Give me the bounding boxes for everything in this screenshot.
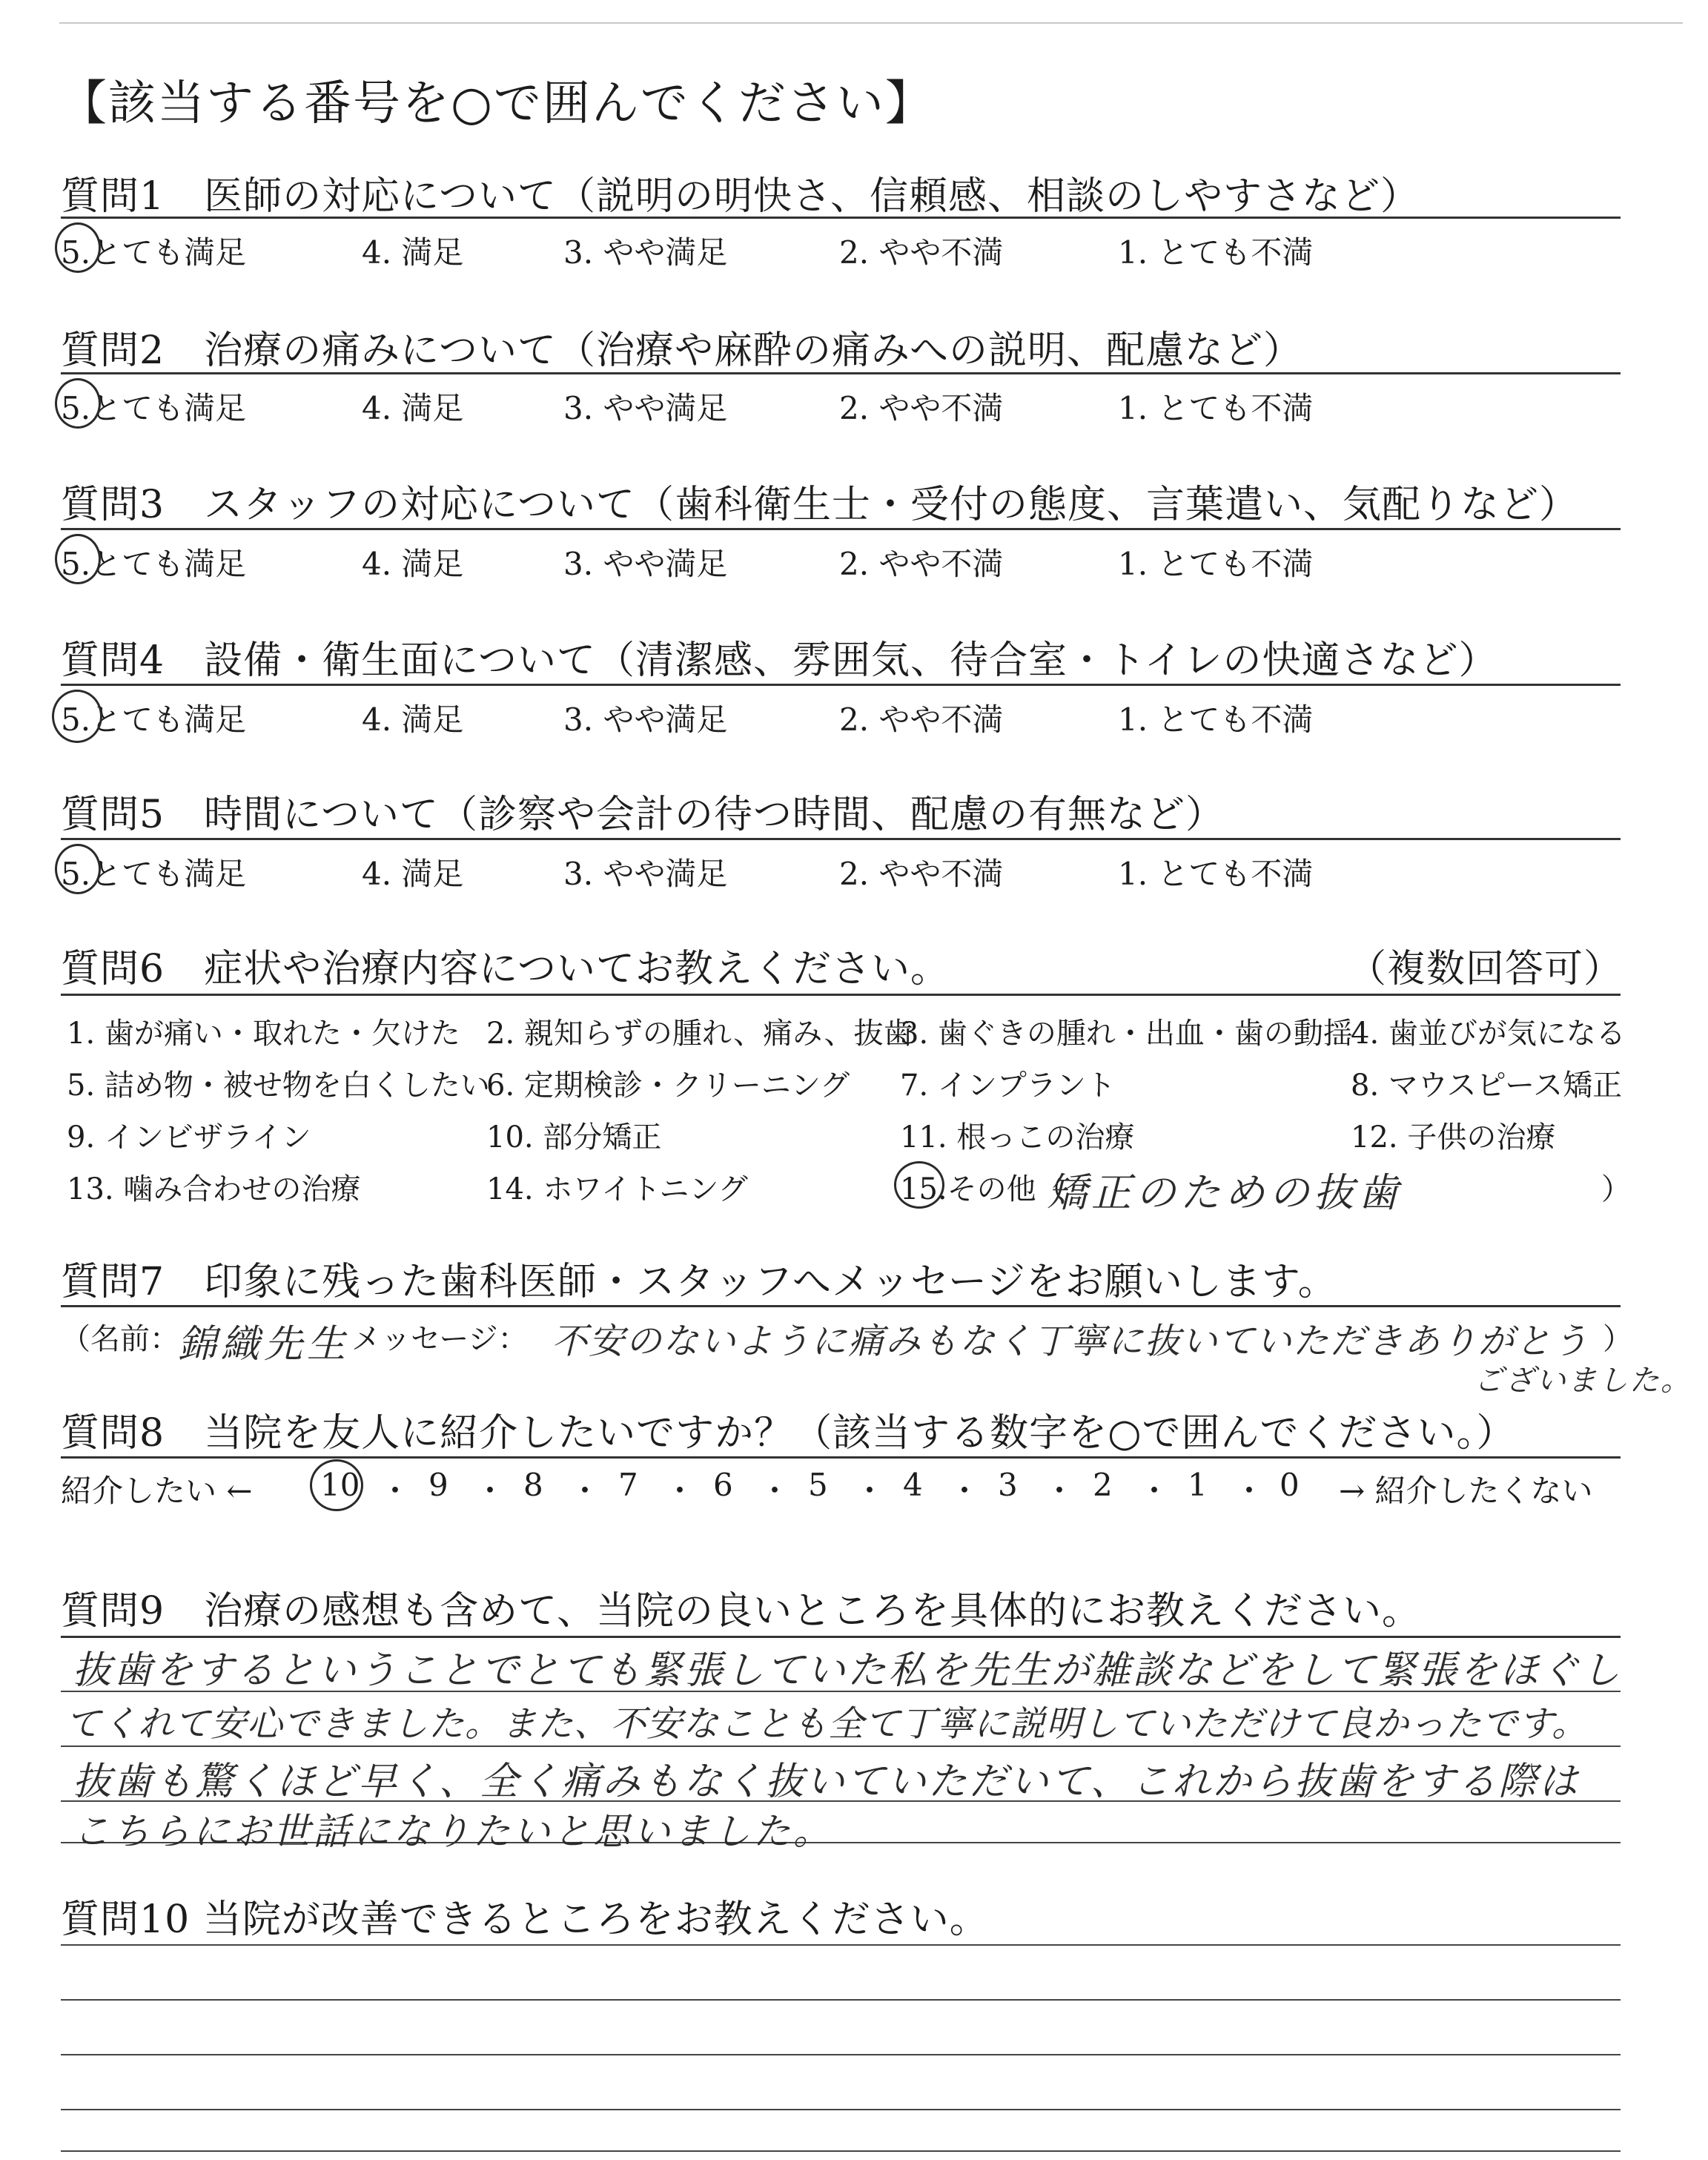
q8-scale-3[interactable]: 3: [998, 1467, 1018, 1503]
q8-scale-9[interactable]: 9: [428, 1467, 448, 1503]
question-10-title: 質問10 当院が改善できるところをお教えください。: [61, 1898, 989, 1942]
q7-message-close: ）: [1603, 1322, 1632, 1356]
question-10-rule-1: [61, 1944, 1621, 1946]
q2-selected-circle: [55, 378, 101, 429]
question-2-rule: [61, 372, 1621, 374]
q7-message-handwritten-cont[interactable]: ございました。: [1474, 1364, 1692, 1398]
q6-item-4[interactable]: 4. 歯並びが気になる: [1351, 1017, 1626, 1051]
q8-scale-dot: ・: [474, 1473, 506, 1509]
q7-message-handwritten[interactable]: 不安のないように痛みもなく丁寧に抜いていただきありがとう: [552, 1321, 1590, 1362]
q5-option-3[interactable]: 3. やや満足: [563, 856, 728, 892]
q8-left-label: 紹介したい ←: [61, 1473, 253, 1509]
q6-other-handwritten[interactable]: 矯正のための抜歯: [1047, 1169, 1403, 1216]
q4-option-1[interactable]: 1. とても不満: [1118, 701, 1314, 738]
q7-message-label: メッセージ：: [351, 1322, 528, 1356]
question-4-title: 質問4 設備・衛生面について（清潔感、雰囲気、待合室・トイレの快適さなど）: [61, 638, 1498, 683]
q3-selected-circle: [55, 534, 101, 584]
q6-item-8[interactable]: 8. マウスピース矯正: [1351, 1069, 1623, 1103]
question-6-title: 質問6 症状や治療内容についてお教えください。: [61, 947, 950, 991]
q8-selected-circle: [310, 1459, 363, 1511]
question-7-rule: [61, 1305, 1621, 1307]
q2-option-3[interactable]: 3. やや満足: [563, 390, 728, 426]
question-6-rule: [61, 994, 1621, 996]
q6-item-15-selected-circle: [894, 1161, 944, 1209]
q6-other-close: ）: [1601, 1172, 1631, 1206]
question-1-rule: [61, 217, 1621, 219]
q6-item-6[interactable]: 6. 定期検診・クリーニング: [486, 1069, 850, 1103]
question-6-note: （複数回答可）: [1348, 947, 1623, 991]
q6-item-12[interactable]: 12. 子供の治療: [1351, 1120, 1556, 1155]
q5-option-1[interactable]: 1. とても不満: [1118, 856, 1314, 892]
q8-scale-4[interactable]: 4: [903, 1467, 923, 1503]
q4-option-4[interactable]: 4. 満足: [362, 701, 464, 738]
q1-option-4[interactable]: 4. 満足: [362, 234, 464, 271]
q9-answer-line-3[interactable]: 抜歯も驚くほど早く、全く痛みもなく抜いていただいて、これから抜歯をする際は: [73, 1760, 1580, 1804]
q8-scale-dot: ・: [949, 1473, 981, 1509]
q7-name-handwritten[interactable]: 錦織先生: [178, 1322, 351, 1367]
question-9-title: 質問9 治療の感想も含めて、当院の良いところを具体的にお教えください。: [61, 1589, 1422, 1634]
question-8-rule: [61, 1456, 1621, 1459]
q1-selected-circle: [55, 222, 101, 273]
q8-scale-dot: ・: [759, 1473, 791, 1509]
question-5-title: 質問5 時間について（診察や会計の待つ時間、配慮の有無など）: [61, 793, 1225, 837]
q9-answer-line-1[interactable]: 抜歯をするということでとても緊張していた私を先生が雑談などをして緊張をほぐし: [73, 1648, 1623, 1693]
q6-item-15[interactable]: 15.その他（: [900, 1172, 1066, 1206]
q6-item-1[interactable]: 1. 歯が痛い・取れた・欠けた: [67, 1017, 460, 1051]
q9-answer-line-2[interactable]: てくれて安心できました。また、不安なことも全て丁寧に説明していただけて良かったです。: [65, 1703, 1589, 1745]
q8-scale-dot: ・: [664, 1473, 696, 1509]
question-8-title: 質問8 当院を友人に紹介したいですか？（該当する数字を○で囲んでください。）: [61, 1411, 1516, 1456]
q5-option-5[interactable]: 5.とても満足: [61, 856, 247, 892]
q3-option-5[interactable]: 5.とても満足: [61, 546, 247, 582]
q3-option-2[interactable]: 2. やや不満: [839, 546, 1004, 582]
q4-option-5[interactable]: 5.とても満足: [61, 701, 247, 738]
q4-option-3[interactable]: 3. やや満足: [563, 701, 728, 738]
question-3-title: 質問3 スタッフの対応について（歯科衛生士・受付の態度、言葉遣い、気配りなど）: [61, 483, 1579, 527]
q6-item-13[interactable]: 13. 噛み合わせの治療: [67, 1172, 361, 1206]
q8-scale-dot: ・: [1234, 1473, 1265, 1509]
question-10-rule-2: [61, 1999, 1621, 2001]
q6-item-5[interactable]: 5. 詰め物・被せ物を白くしたい: [67, 1069, 490, 1103]
question-9-rule-1: [61, 1636, 1621, 1638]
q5-selected-circle: [55, 844, 101, 894]
q8-right-label: → 紹介したくない: [1339, 1473, 1593, 1509]
q2-option-1[interactable]: 1. とても不満: [1118, 390, 1314, 426]
q8-scale-10[interactable]: 10: [320, 1467, 360, 1503]
q8-scale-5[interactable]: 5: [808, 1467, 828, 1503]
q5-option-4[interactable]: 4. 満足: [362, 856, 464, 892]
q7-name-label: （名前：: [61, 1322, 179, 1356]
q8-scale-dot: ・: [380, 1473, 411, 1509]
q3-option-3[interactable]: 3. やや満足: [563, 546, 728, 582]
q4-selected-circle: [52, 690, 102, 743]
q1-option-2[interactable]: 2. やや不満: [839, 234, 1004, 271]
q6-item-11[interactable]: 11. 根っこの治療: [900, 1120, 1135, 1155]
q1-option-5[interactable]: 5.とても満足: [61, 234, 247, 271]
q8-scale-1[interactable]: 1: [1188, 1467, 1208, 1503]
q6-item-3[interactable]: 3. 歯ぐきの腫れ・出血・歯の動揺: [900, 1017, 1353, 1051]
q5-option-2[interactable]: 2. やや不満: [839, 856, 1004, 892]
q1-option-3[interactable]: 3. やや満足: [563, 234, 728, 271]
q1-option-1[interactable]: 1. とても不満: [1118, 234, 1314, 271]
q9-answer-line-4[interactable]: こちらにお世話になりたいと思いました。: [73, 1810, 833, 1853]
q8-scale-dot: ・: [1139, 1473, 1171, 1509]
form-heading: 【該当する番号を○で囲んでください】: [59, 76, 934, 131]
q3-option-4[interactable]: 4. 満足: [362, 546, 464, 582]
question-7-title: 質問7 印象に残った歯科医師・スタッフへメッセージをお願いします。: [61, 1260, 1337, 1304]
q3-option-1[interactable]: 1. とても不満: [1118, 546, 1314, 582]
q8-scale-2[interactable]: 2: [1093, 1467, 1113, 1503]
q8-scale-7[interactable]: 7: [618, 1467, 638, 1503]
q6-item-14[interactable]: 14. ホワイトニング: [486, 1172, 748, 1206]
question-2-title: 質問2 治療の痛みについて（治療や麻酔の痛みへの説明、配慮など）: [61, 328, 1303, 373]
page-top-border: [59, 22, 1683, 24]
question-1-title: 質問1 医師の対応について（説明の明快さ、信頼感、相談のしやすさなど）: [61, 174, 1420, 219]
q2-option-2[interactable]: 2. やや不満: [839, 390, 1004, 426]
q8-scale-6[interactable]: 6: [713, 1467, 733, 1503]
q2-option-4[interactable]: 4. 満足: [362, 390, 464, 426]
question-5-rule: [61, 838, 1621, 840]
q8-scale-8[interactable]: 8: [523, 1467, 543, 1503]
question-10-rule-3: [61, 2054, 1621, 2055]
q6-item-9[interactable]: 9. インビザライン: [67, 1120, 311, 1155]
q2-option-5[interactable]: 5.とても満足: [61, 390, 247, 426]
q8-scale-0[interactable]: 0: [1280, 1467, 1300, 1503]
question-3-rule: [61, 528, 1621, 530]
q8-scale-dot: ・: [1044, 1473, 1076, 1509]
q6-item-7[interactable]: 7. インプラント: [900, 1069, 1116, 1103]
question-10-rule-5: [61, 2150, 1621, 2152]
q8-scale-dot: ・: [854, 1473, 886, 1509]
q4-option-2[interactable]: 2. やや不満: [839, 701, 1004, 738]
question-10-rule-4: [61, 2109, 1621, 2110]
q8-scale-dot: ・: [569, 1473, 601, 1509]
q6-item-2[interactable]: 2. 親知らずの腫れ、痛み、抜歯: [486, 1017, 913, 1051]
question-4-rule: [61, 684, 1621, 686]
q6-item-10[interactable]: 10. 部分矯正: [486, 1120, 662, 1155]
